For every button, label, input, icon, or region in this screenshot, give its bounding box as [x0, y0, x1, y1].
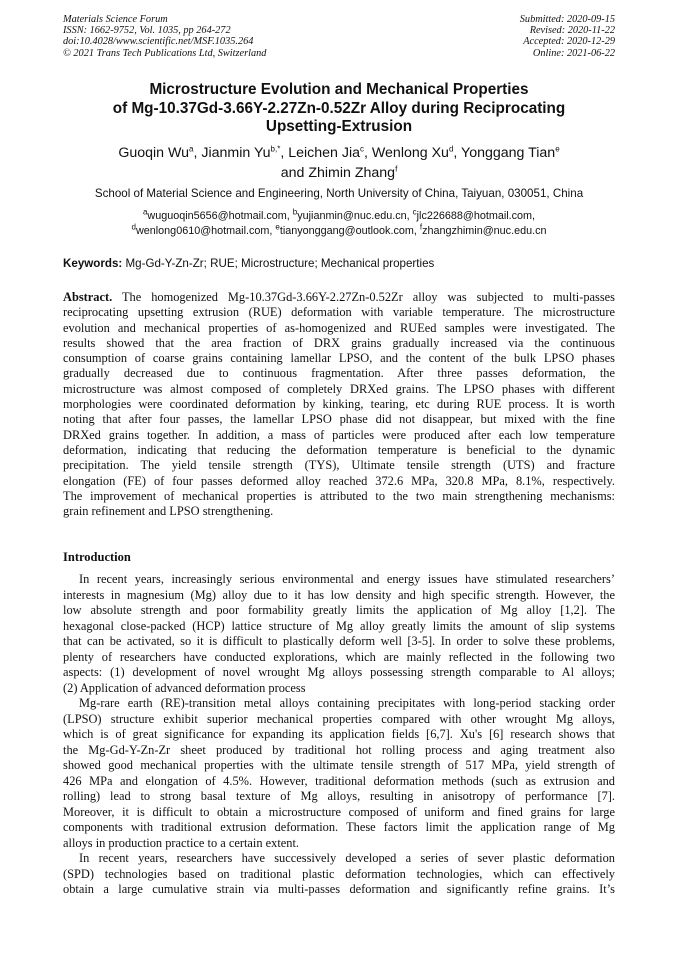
intro-line: (LPSO) structure exhibit superior mechanical properties compared with other wrought Mg alloys, — [63, 711, 615, 726]
email-mark: f — [419, 222, 423, 232]
abstract-line: evolution and mechanical properties of as-homogenized and RUEed samples were investigated. The — [63, 320, 615, 335]
paper-title — [60, 81, 618, 137]
intro-line: plenty of researchers have conducted explorations, which are mainly reflected in the following two — [63, 649, 615, 664]
email-line — [60, 224, 618, 239]
intro-line: hexagonal close-packed (HCP) lattice structure of Mg alloy greatly limits the amount of slip systems — [63, 618, 615, 633]
author-name: Yonggang Tian — [461, 145, 556, 161]
abstract-line: precipitation. The yield tensile strength (TYS), Ultimate tensile strength (UTS) and fracture — [63, 458, 615, 473]
journal-info — [63, 14, 266, 59]
introduction-body — [63, 572, 615, 898]
abstract-label: Abstract. — [63, 290, 113, 304]
title-line: Microstructure Evolution and Mechanical Properties — [149, 81, 529, 98]
intro-line: that can be activated, so it is difficult to plastically deform well [3-5]. In order to solve these problems, — [63, 634, 615, 648]
journal-issn: ISSN: 1662-9752, Vol. 1035, pp 264-272 — [63, 25, 231, 37]
intro-line: Moreover, it is difficult to obtain a microstructure composed of uniform and fined grains for large — [63, 804, 615, 819]
abstract-line: deformation, indicating that reducing the deformation temperature is beneficial to the dynamic — [63, 442, 615, 457]
abstract-text: The homogenized Mg-10.37Gd-3.66Y-2.27Zn-0.52Zr alloy was subjected to multi-passes — [112, 290, 615, 304]
intro-line: obtain a large cumulative strain via multi-passes deformation and significantly refine grains. It’s — [63, 882, 615, 896]
email-mark: a — [142, 207, 148, 217]
publication-dates — [520, 14, 615, 59]
keywords — [63, 257, 434, 270]
author-name: Leichen Jia — [288, 145, 361, 161]
author-affil-mark: c — [360, 144, 365, 154]
date-online: Online: 2021-06-22 — [532, 47, 615, 59]
intro-line: which is of great significance for expanding its application fields [6,7]. Xu's [6] research shows that — [63, 727, 615, 741]
author-affil-mark: e — [555, 144, 560, 154]
intro-line: rolling) lead to strong basal texture of Mg alloys, resulting in anisotropy of performance [7]. — [63, 789, 615, 803]
author-emails — [60, 209, 618, 239]
email-mark: b — [292, 207, 298, 217]
title-line: of Mg-10.37Gd-3.66Y-2.27Zn-0.52Zr Alloy during Reciprocating — [112, 99, 566, 117]
keywords-label: Keywords: — [63, 257, 123, 270]
email-mark: c — [412, 207, 417, 217]
author-separator: , — [453, 145, 462, 161]
author-name: Wenlong Xu — [371, 145, 449, 161]
section-title-introduction: Introduction — [63, 550, 131, 564]
intro-line: 426 MPa and elongation of 4.5%. However, traditional deformation methods (such as extrusion and — [63, 773, 615, 788]
intro-line: aspects: (1) development of novel wrought Mg alloys possessing strength comparable to Al alloys; — [63, 665, 615, 679]
intro-line: (2) Application of advanced deformation process — [63, 680, 306, 695]
author-list — [60, 143, 618, 183]
journal-name: Materials Science Forum — [63, 14, 168, 25]
abstract-line: grain refinement and LPSO strengthening. — [63, 504, 274, 519]
author-affil-mark: a — [189, 144, 194, 154]
date-submitted: Submitted: 2020-09-15 — [519, 14, 615, 25]
abstract-line: DRXed grains together. In addition, a mass of particles were produced after each low temperature — [63, 427, 615, 442]
email-address[interactable]: yujianmin@nuc.edu.cn — [297, 210, 407, 222]
author-separator: , — [364, 145, 372, 161]
intro-line: components with traditional extrusion deformation. These factors limit the application range of Mg — [63, 820, 615, 834]
email-line — [60, 209, 618, 224]
date-revised: Revised: 2020-11-22 — [529, 25, 615, 37]
abstract — [63, 290, 615, 519]
abstract-line — [63, 290, 615, 305]
email-address[interactable]: wenlong0610@hotmail.com — [135, 225, 270, 237]
abstract-line: morphologies were coordinated deformation by kinking, tearing, etc during RUE process. It is worth — [63, 397, 615, 412]
intro-line: showed good mechanical properties with the ultimate tensile strength of 517 MPa, yield strength of — [63, 758, 615, 772]
email-separator: , — [406, 210, 413, 222]
intro-line: In recent years, increasingly serious environmental and energy issues have stimulated researchers’ — [79, 572, 615, 586]
date-accepted: Accepted: 2020-12-29 — [523, 36, 615, 48]
email-separator: , — [413, 225, 420, 237]
author-name: Guoqin Wu — [118, 145, 190, 161]
intro-line: (SPD) technologies based on traditional plastic deformation technologies, which can effectively — [63, 866, 615, 881]
intro-line: alloys in production practice to a certain extent. — [63, 835, 300, 850]
author-affil-mark: d — [448, 144, 454, 154]
email-address[interactable]: tianyonggang@outlook.com — [279, 225, 414, 237]
email-separator: , — [286, 210, 293, 222]
author-separator: , — [193, 145, 202, 161]
abstract-line: The improvement of mechanical properties is attributed to the two main strengthening mechanisms: — [63, 488, 615, 503]
author-separator: , — [280, 145, 289, 161]
affiliation: School of Material Science and Engineering, North University of China, Taiyuan, 030051, China — [94, 187, 584, 200]
intro-line: In recent years, researchers have successively developed a series of sever plastic deformation — [79, 851, 615, 865]
author-name: and Zhimin Zhang — [280, 165, 396, 181]
abstract-line: results showed that the area fraction of DRX grains gradually increased via the continuous — [63, 335, 615, 350]
keywords-text: Mg-Gd-Y-Zn-Zr; RUE; Microstructure; Mechanical properties — [122, 257, 435, 270]
journal-doi: doi:10.4028/www.scientific.net/MSF.1035.264 — [63, 36, 254, 48]
abstract-line: noting that after four passes, the lamellar LPSO phase did not disappear, but mixed with the fine — [63, 412, 615, 427]
email-mark: d — [131, 222, 136, 232]
abstract-line: reciprocating upsetting extrusion (RUE) deformation with variable temperature. The microstructure — [63, 305, 615, 320]
intro-line: the Mg-Gd-Y-Zn-Zr sheet produced by traditional hot rolling process and aging treatment also — [63, 742, 615, 757]
title-line: Upsetting-Extrusion — [265, 118, 413, 136]
abstract-line: consumption of coarse grains containing lamellar LPSO, and the content of the bulk LPSO phases — [63, 351, 615, 366]
abstract-line: elongation (FE) of four passes deformed alloy reached 372.6 MPa, 320.8 MPa, 8.1%, respectively. — [63, 473, 615, 488]
author-affil-mark: f — [395, 164, 398, 174]
email-separator: , — [532, 210, 536, 222]
email-address[interactable]: jlc226688@hotmail.com — [416, 210, 533, 222]
email-address[interactable]: wuguoqin5656@hotmail.com — [147, 210, 287, 222]
intro-line: interests in magnesium (Mg) alloy due to it has low density and high specific strength. However, the — [63, 587, 615, 602]
author-affil-mark: b,* — [270, 144, 281, 154]
author-name: Jianmin Yu — [201, 145, 271, 161]
author-line — [60, 143, 618, 163]
journal-copyright: © 2021 Trans Tech Publications Ltd, Switzerland — [63, 47, 267, 59]
email-mark: e — [275, 222, 280, 232]
intro-line: Mg-rare earth (RE)-transition metal alloys containing precipitates with long-period stacking order — [79, 696, 615, 710]
abstract-line: gradually decreased due to continuous fragmentation. After three passes deformation, the — [63, 366, 615, 381]
abstract-line: microstructure was almost composed of completely DRXed grains. The LPSO phases with different — [63, 381, 615, 396]
email-separator: , — [269, 225, 276, 237]
email-address[interactable]: zhangzhimin@nuc.edu.cn — [422, 225, 547, 237]
intro-line: low absolute strength and poor formability greatly limits the application of Mg alloy [1,2]. The — [63, 603, 615, 617]
author-line — [60, 163, 618, 183]
